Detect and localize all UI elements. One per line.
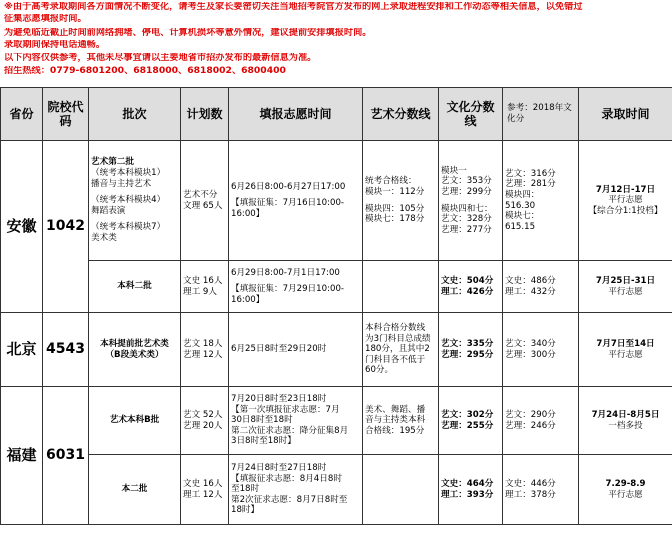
plan-cell: 艺文 18人 艺理 12人	[181, 313, 229, 387]
province-cell: 北京	[1, 313, 43, 387]
code-cell: 4543	[43, 313, 89, 387]
plan-cell: 文史 16人 理工 9人	[181, 261, 229, 313]
admission-table	[0, 87, 672, 525]
header-code: 院校代码	[43, 88, 89, 141]
fill-time-cell: 6月25日8时至29日20时	[229, 313, 363, 387]
header-reference: 参考：2018年文化分	[503, 88, 579, 141]
reference-cell: 文史：486分 理工：432分	[503, 261, 579, 313]
culture-line-cell: 文史：464分 理工：393分	[439, 455, 503, 525]
code-cell: 1042	[43, 141, 89, 313]
reference-cell: 艺文：290分 艺理：246分	[503, 387, 579, 455]
fill-time-cell: 6月26日8:00-6月27日17:00 【填报征集：7月16日10:00- 16:00】	[229, 141, 363, 261]
batch-cell: 艺术本科B批	[89, 387, 181, 455]
admission-cell: 7月12日-17日 平行志愿 【综合分1:1投档】	[579, 141, 672, 261]
table-row	[1, 261, 672, 313]
culture-line-cell: 文史：504分 理工：426分	[439, 261, 503, 313]
notice-line: 为避免临近截止时间前网络拥堵、停电、计算机损坏等意外情况，建议提前安排填报时间。	[4, 28, 372, 38]
notice-line: ※由于高考录取期间各方面情况不断变化，请考生及家长要密切关注当地招考院官方发布的网上录取进程安排和工作动态等相关信息，以免错过	[4, 2, 583, 12]
batch-cell: 本科提前批艺术类 （B段美术类）	[89, 313, 181, 387]
header-art-line: 艺术分数线	[363, 88, 439, 141]
reference-cell: 艺文：340分 艺理：300分	[503, 313, 579, 387]
notice-block	[0, 0, 672, 86]
table-row	[1, 141, 672, 261]
reference-cell: 艺文：316分 艺理：281分 模块四： 516.30 模块七： 615.15	[503, 141, 579, 261]
batch-cell: 本二批	[89, 455, 181, 525]
province-cell: 安徽	[1, 141, 43, 313]
admission-cell: 7月24日-8月5日 一档多投	[579, 387, 672, 455]
plan-cell: 艺术不分 文理 65人	[181, 141, 229, 261]
batch-cell: 艺术第二批 （统考本科模块1） 播音与主持艺术 （统考本科模块4） 舞蹈表演 （统考本科模块7） 美术类	[89, 141, 181, 261]
header-culture-line: 文化分数线	[439, 88, 503, 141]
table-row	[1, 313, 672, 387]
table-row	[1, 387, 672, 455]
culture-line-cell: 艺文：335分 艺理：295分	[439, 313, 503, 387]
art-line-cell	[363, 261, 439, 313]
province-cell: 福建	[1, 387, 43, 525]
header-plan: 计划数	[181, 88, 229, 141]
header-admission: 录取时间	[579, 88, 672, 141]
header-row	[1, 88, 672, 141]
art-line-cell: 本科合格分数线 为3门科目总成绩 180分，且其中2 门科目各不低于 60分。	[363, 313, 439, 387]
fill-time-cell: 6月29日8:00-7月1日17:00 【填报征集：7月29日10:00- 16:00】	[229, 261, 363, 313]
batch-cell: 本科二批	[89, 261, 181, 313]
culture-line-cell: 艺文：302分 艺理：255分	[439, 387, 503, 455]
art-line-cell: 统考合格线： 模块一：112分 模块四：105分 模块七：178分	[363, 141, 439, 261]
header-fill-time: 填报志愿时间	[229, 88, 363, 141]
plan-cell: 艺文 52人 艺理 20人	[181, 387, 229, 455]
hotline-line: 招生热线：0779-6801200、6818000、6818002、6800400	[4, 66, 286, 76]
code-cell: 6031	[43, 387, 89, 525]
admission-cell: 7.29-8.9 平行志愿	[579, 455, 672, 525]
notice-line: 征集志愿填报时间。	[4, 14, 87, 24]
plan-cell: 文史 16人 理工 12人	[181, 455, 229, 525]
notice-line: 录取期间保持电话通畅。	[4, 40, 106, 50]
admission-cell: 7月7日至14日 平行志愿	[579, 313, 672, 387]
notice-line: 以下内容仅供参考，其他未尽事宜请以主要地省市招办发布的最新信息为准。	[4, 53, 317, 63]
art-line-cell	[363, 455, 439, 525]
fill-time-cell: 7月20日8时至23日18时 【第一次填报征求志愿：7月 30日8时至18时 第二次征求志愿：降分征集8月 3日8时至18时】	[229, 387, 363, 455]
admission-cell: 7月25日-31日 平行志愿	[579, 261, 672, 313]
header-province: 省份	[1, 88, 43, 141]
table-row	[1, 455, 672, 525]
header-batch: 批次	[89, 88, 181, 141]
art-line-cell: 美术、舞蹈、播 音与主持类本科 合格线：195分	[363, 387, 439, 455]
culture-line-cell: 模块一 艺文：353分 艺理：299分 模块四和七： 艺文：328分 艺理：277分	[439, 141, 503, 261]
reference-cell: 文史：446分 理工：378分	[503, 455, 579, 525]
fill-time-cell: 7月24日8时至27日18时 【填报征求志愿：8月4日8时 至18时 第2次征求志愿：8月7日8时至 18时】	[229, 455, 363, 525]
